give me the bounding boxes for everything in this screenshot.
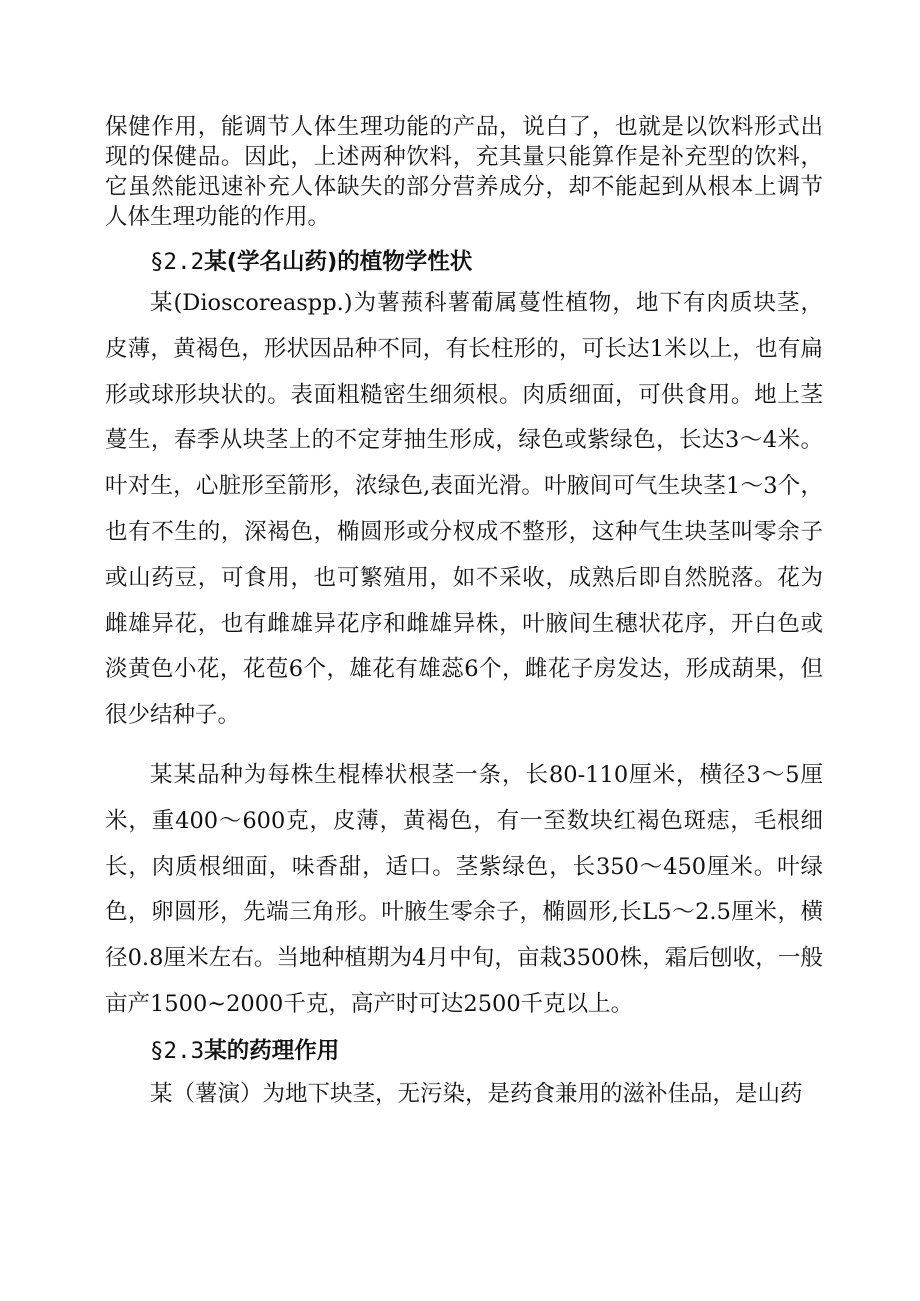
paragraph-intro: 保健作用，能调节人体生理功能的产品，说白了，也就是以饮料形式出现的保健品。因此，上述两种饮料，充其量只能算作是补充型的饮料，它虽然能迅速补充人体缺失的部分营养成分，却不能起到从根本上调节人体生理功能的作用。 [105,114,823,230]
document-page [105,112,823,1118]
paragraph-pharmacology: 某（薯演）为地下块茎，无污染，是药食兼用的滋补佳品，是山药 [150,1080,803,1107]
section-number: §2.2 [150,249,205,275]
section-number: §2.3 [150,1037,205,1064]
paragraph-variety: 某某品种为每株生棍棒状根茎一条，长80-110厘米，横径3～5厘米，重400～600克，皮薄，黄褐色，有一至数块红褐色斑痣，毛根细长，肉质根细面，味香甜，适口。茎紫绿色，长350～450厘米。叶绿色，卵圆形，先端三角形。叶腋生零余子，椭圆形,长L5～2.5厘米，横径0.8厘米左右。当地种植期为4月中旬，亩栽3500株，霜后刨收，一般亩产1500~2000千克，高产时可达2500千克以上。 [105,761,823,1017]
section-title: 某的药理作用 [204,1037,340,1064]
paragraph-morphology: 某(Dioscoreaspp.)为薯蓣科薯葡属蔓性植物，地下有肉质块茎，皮薄，黄褐色，形状因品种不同，有长柱形的，可长达1米以上，也有扁形或球形块状的。表面粗糙密生细须根。肉质细面，可供食用。地上茎蔓生，春季从块茎上的不定芽抽生形成，绿色或紫绿色，长达3～4米。叶对生，心脏形至箭形，浓绿色,表面光滑。叶腋间可气生块茎1～3个，也有不生的，深褐色，椭圆形或分杈成不整形，这种气生块茎叫零余子或山药豆，可食用，也可繁殖用，如不采收，成熟后即自然脱落。花为雌雄异花，也有雌雄异花序和雌雄异株，叶腋间生穗状花序，开白色或淡黄色小花，花苞6个，雄花有雄蕊6个，雌花子房发达，形成葫果，但很少结种子。 [105,290,823,729]
section-title: 某(学名山药)的植物学性状 [204,249,473,275]
section-heading-2-2 [105,247,823,277]
section-heading-2-3 [105,1036,823,1066]
